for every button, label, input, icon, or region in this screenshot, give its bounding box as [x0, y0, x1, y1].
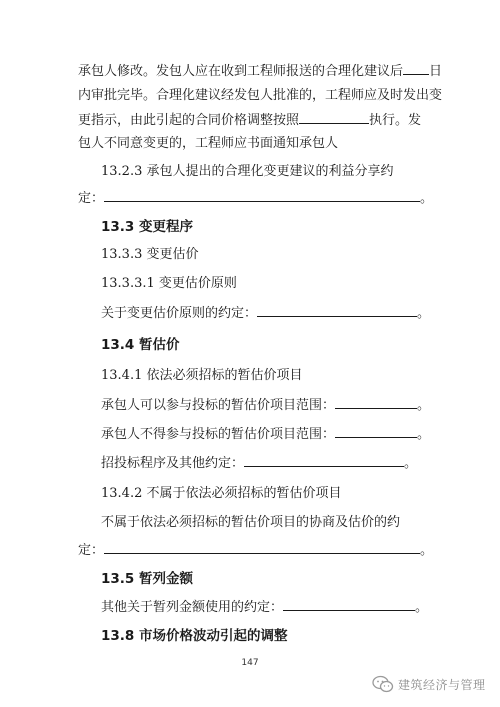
text: 其他关于暂列金额使用的约定： — [101, 600, 284, 615]
watermark-text: 建筑经济与管理 — [398, 677, 486, 692]
text-line — [78, 111, 421, 130]
text: 定： — [78, 543, 105, 558]
heading-13-5: 13.5 暂列金额 — [101, 571, 194, 587]
clause-13-3-3-1: 13.3.3.1 变更估价原则 — [101, 276, 237, 291]
blank-field — [257, 304, 417, 317]
watermark — [372, 675, 486, 693]
text: 。 — [404, 456, 418, 471]
clause-13-4-2-text: 不属于依法必须招标的暂估价项目的协商及估价的约 — [101, 515, 401, 530]
clause-13-4-1-a — [101, 396, 430, 415]
text: 。 — [420, 543, 434, 558]
clause-13-3-3-1-text — [101, 304, 430, 323]
clause-13-4-2: 13.4.2 不属于依法必须招标的暂估价项目 — [101, 486, 342, 501]
text-line: 内审批完毕。合理化建议经发包人批准的，工程师应及时发出变 — [78, 88, 443, 103]
text: 招投标程序及其他约定： — [101, 456, 245, 471]
clause-13-2-3: 13.2.3 承包人提出的合理化变更建议的利益分享约 — [101, 164, 394, 179]
text: 。 — [417, 427, 431, 442]
clause-13-4-1: 13.4.1 依法必须招标的暂估价项目 — [101, 368, 303, 383]
clause-13-4-1-b — [101, 425, 430, 444]
clause-13-2-3-cont — [78, 189, 433, 208]
text: 。 — [417, 306, 431, 321]
blank-field — [335, 396, 417, 409]
text: 承包人修改。发包人应在收到工程师报送的合理化建议后 — [78, 64, 404, 79]
text: 。 — [415, 600, 429, 615]
text: 。 — [420, 191, 434, 206]
wechat-icon — [372, 675, 394, 693]
clause-13-5-text — [101, 598, 428, 617]
text: 承包人不得参与投标的暂估价项目范围： — [101, 427, 336, 442]
text: 日 — [429, 64, 443, 79]
blank-field — [403, 62, 429, 75]
clause-13-3-3: 13.3.3 变更估价 — [101, 247, 199, 262]
text-line — [78, 62, 442, 81]
heading-13-3: 13.3 变更程序 — [101, 219, 194, 235]
text: 关于变更估价原则的约定： — [101, 306, 258, 321]
clause-13-4-2-cont — [78, 541, 433, 560]
blank-field — [104, 189, 420, 202]
text: 更指示，由此引起的合同价格调整按照 — [78, 113, 300, 128]
text: 定： — [78, 191, 105, 206]
heading-13-4: 13.4 暂估价 — [101, 337, 180, 353]
clause-13-4-1-c — [101, 454, 417, 473]
blank-field — [335, 425, 417, 438]
blank-field — [104, 541, 420, 554]
blank-field — [299, 111, 369, 124]
heading-13-8: 13.8 市场价格波动引起的调整 — [101, 628, 288, 644]
text: 承包人可以参与投标的暂估价项目范围： — [101, 398, 336, 413]
blank-field — [244, 454, 404, 467]
text: 。 — [417, 398, 431, 413]
text-line: 包人不同意变更的，工程师应书面通知承包人 — [78, 136, 339, 151]
blank-field — [283, 598, 415, 611]
text: 执行。发 — [369, 113, 422, 128]
page-number: 147 — [241, 658, 259, 668]
